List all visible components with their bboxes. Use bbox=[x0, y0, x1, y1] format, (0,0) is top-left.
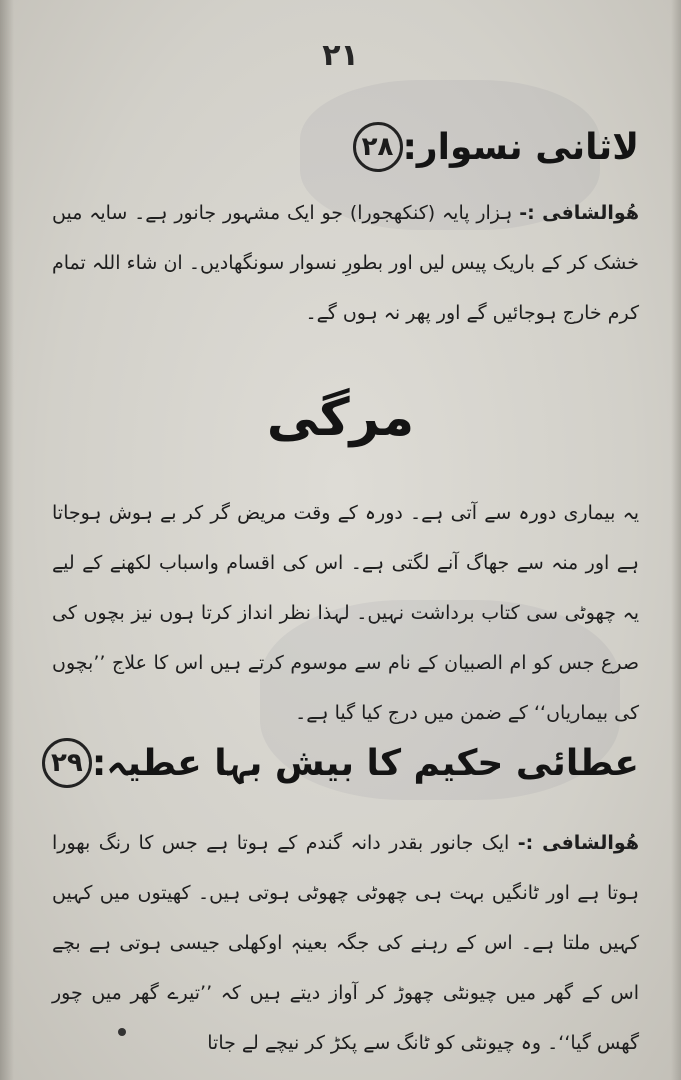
section-28-title: لاثانی نسوار: bbox=[402, 126, 639, 168]
section-29-number: ۲۹ bbox=[42, 738, 92, 788]
mirgi-title: مرگی bbox=[266, 388, 415, 448]
mirgi-body: یہ بیماری دورہ سے آتی ہے۔ دورہ کے وقت مریض گر کر بے ہوش ہوجاتا ہے اور منہ سے جھاگ آنے لگتی ہے۔ اس کی اقسام واسباب لکھنے کے لیے یہ چھوٹی سی کتاب برداشت نہیں۔ لہذا نظر انداز کرتا ہوں نیز بچوں کی صرع جس کو ام الصبیان کے نام سے موسوم کرتے ہیں اس کا علاج ’’بچوں کی بیماریاں‘‘ کے ضمن میں درج کیا گیا ہے۔ bbox=[52, 502, 639, 724]
section-28-number: ۲۸ bbox=[353, 122, 403, 172]
section-28-lead: ھُوالشافی :- bbox=[519, 202, 639, 224]
section-29-heading bbox=[28, 738, 639, 788]
page-number: ۲۱ bbox=[322, 38, 359, 73]
section-28-body: ہزار پایہ (کنکھجورا) جو ایک مشہور جانور ہے۔ سایہ میں خشک کر کے باریک پیس لیں اور بطورِ نسوار سونگھادیں۔ ان شاء اللہ تمام کرم خارج ہوجائیں گے اور پھر نہ ہوں گے۔ bbox=[52, 202, 639, 324]
section-29-lead: ھُوالشافی :- bbox=[517, 832, 640, 854]
section-29-paragraph bbox=[52, 818, 639, 1068]
mirgi-paragraph bbox=[52, 488, 639, 738]
page-shadow-right bbox=[671, 0, 681, 1080]
page-shadow-left bbox=[0, 0, 14, 1080]
section-28-paragraph bbox=[52, 188, 639, 338]
section-29-body: ایک جانور بقدر دانہ گندم کے ہوتا ہے جس کا رنگ بھورا ہوتا ہے اور ٹانگیں بہت ہی چھوٹی چھوٹی ہوتی ہیں۔ کھیتوں میں کہیں کہیں ملتا ہے۔ اس کے رہنے کی جگہ بعینہٖ اوکھلی جیسی ہوتی ہے بچے اس کے گھر میں چیونٹی چھوڑ کر آواز دیتے ہیں کہ ’’تیرے گھر میں چور گھس گیا‘‘۔ وہ چیونٹی کو ٹانگ سے پکڑ کر نیچے لے جاتا bbox=[52, 832, 639, 1054]
section-29-title: عطائی حکیم کا بیش بہا عطیہ: bbox=[91, 742, 639, 784]
ink-mark bbox=[118, 1028, 126, 1036]
section-28-heading bbox=[339, 122, 640, 172]
